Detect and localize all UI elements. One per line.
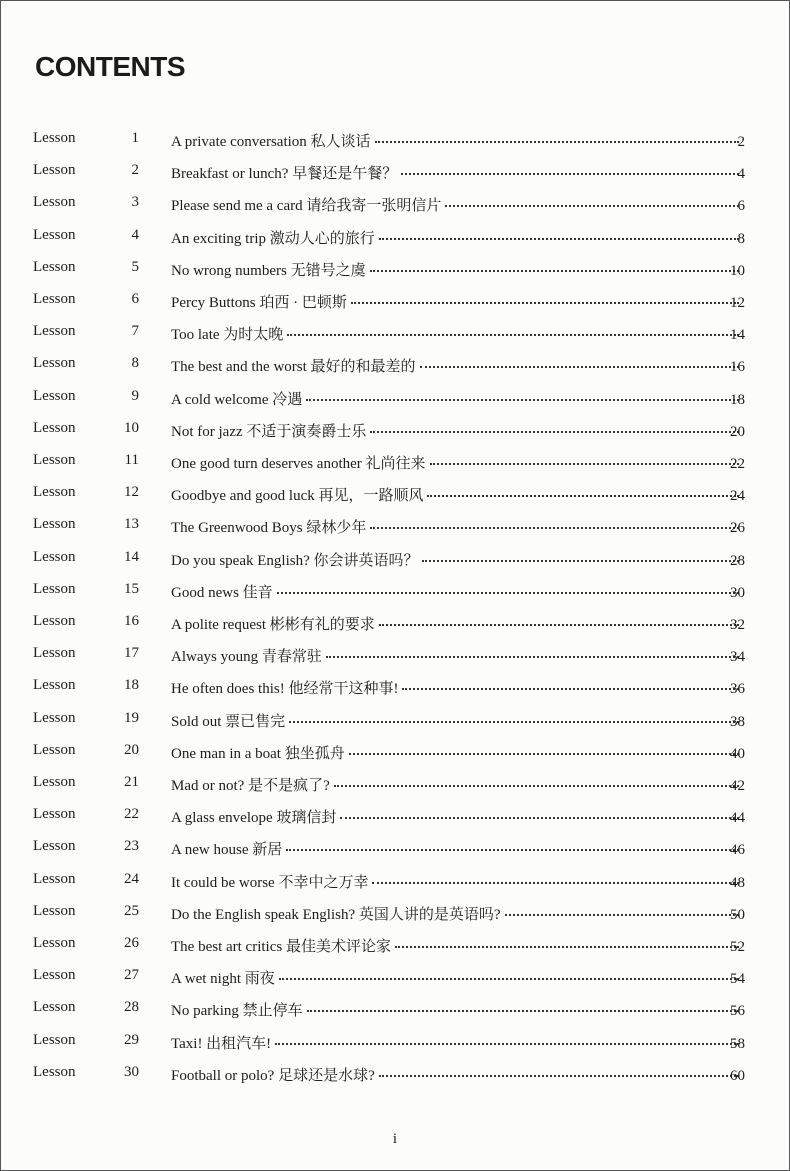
toc-row xyxy=(1,960,789,992)
lesson-page-number: 2 xyxy=(737,134,745,150)
lesson-title: Not for jazz 不适于演奏爵士乐 xyxy=(171,423,367,440)
lesson-entry xyxy=(171,645,743,666)
toc-row xyxy=(1,799,789,831)
dot-leader xyxy=(370,431,739,433)
lesson-page-number: 54 xyxy=(730,971,745,988)
lesson-entry xyxy=(171,774,743,795)
lesson-entry xyxy=(171,227,743,248)
lesson-page-number: 60 xyxy=(730,1067,745,1084)
lesson-label: Lesson xyxy=(33,999,76,1016)
lesson-label: Lesson xyxy=(33,709,76,726)
lesson-entry xyxy=(171,516,743,537)
lesson-number: 15 xyxy=(124,580,139,597)
dot-leader xyxy=(326,656,739,658)
lesson-page-number: 10 xyxy=(730,262,745,279)
lesson-entry xyxy=(171,838,743,859)
dot-leader xyxy=(307,1010,739,1012)
lesson-title: A polite request 彬彬有礼的要求 xyxy=(171,617,375,633)
lesson-entry xyxy=(171,935,743,956)
lesson-title: Football or polo? 足球还是水球? xyxy=(171,1067,375,1084)
lesson-label: Lesson xyxy=(33,677,76,694)
lesson-number: 18 xyxy=(124,677,139,694)
lesson-title: A glass envelope 玻璃信封 xyxy=(171,810,337,827)
lesson-title: The Greenwood Boys 绿林少年 xyxy=(171,520,367,537)
lesson-entry xyxy=(171,259,743,280)
lesson-number: 5 xyxy=(131,258,139,275)
toc-row xyxy=(1,638,789,670)
toc-row xyxy=(1,413,789,445)
dot-leader xyxy=(289,721,739,723)
lesson-entry xyxy=(171,967,743,988)
lesson-label: Lesson xyxy=(33,645,76,662)
lesson-number: 20 xyxy=(124,741,139,758)
page-title: CONTENTS xyxy=(35,51,185,82)
lesson-entry xyxy=(171,581,743,602)
toc-row xyxy=(1,992,789,1024)
lesson-number: 16 xyxy=(124,613,139,629)
lesson-number: 21 xyxy=(124,774,139,790)
lesson-number: 10 xyxy=(124,419,139,436)
toc-row xyxy=(1,606,789,638)
lesson-number: 11 xyxy=(124,452,139,468)
lesson-label: Lesson xyxy=(33,258,76,275)
toc-row xyxy=(1,574,789,606)
dot-leader xyxy=(505,914,739,916)
lesson-entry xyxy=(171,291,743,312)
lesson-title: Sold out 票已售完 xyxy=(171,713,286,730)
page-number-footer: i xyxy=(392,1131,398,1147)
toc-row xyxy=(1,477,789,509)
lesson-number: 3 xyxy=(131,194,139,211)
lesson-title: He often does this! 他经常干这种事! xyxy=(171,681,399,698)
lesson-entry xyxy=(171,194,743,215)
dot-leader xyxy=(422,560,739,562)
lesson-title: An exciting trip 激动人心的旅行 xyxy=(171,230,375,247)
lesson-page-number: 14 xyxy=(730,327,745,344)
lesson-title: The best art critics 最佳美术评论家 xyxy=(171,939,391,955)
lesson-label: Lesson xyxy=(33,935,76,951)
lesson-title: One good turn deserves another 礼尚往来 xyxy=(171,456,426,472)
lesson-entry xyxy=(171,323,743,344)
toc-row xyxy=(1,767,789,799)
lesson-title: A cold welcome 冷遇 xyxy=(171,391,303,408)
lesson-title: It could be worse 不幸中之万幸 xyxy=(171,874,369,891)
lesson-page-number: 52 xyxy=(730,939,745,955)
lesson-label: Lesson xyxy=(33,291,76,307)
lesson-title: A private conversation 私人谈话 xyxy=(171,134,371,150)
lesson-entry xyxy=(171,742,743,763)
lesson-label: Lesson xyxy=(33,130,76,146)
lesson-page-number: 6 xyxy=(737,198,745,215)
toc-row xyxy=(1,928,789,960)
lesson-label: Lesson xyxy=(33,1063,76,1080)
lesson-entry xyxy=(171,1064,743,1085)
toc-row xyxy=(1,1057,789,1089)
toc-row xyxy=(1,542,789,574)
dot-leader xyxy=(306,399,739,401)
dot-leader xyxy=(375,141,739,143)
lesson-label: Lesson xyxy=(33,613,76,629)
lesson-title: Goodbye and good luck 再见，一路顺风 xyxy=(171,488,424,505)
lesson-title: Do the English speak English? 英国人讲的是英语吗? xyxy=(171,906,501,923)
lesson-label: Lesson xyxy=(33,838,76,855)
lesson-title: Breakfast or lunch? 早餐还是午餐？ xyxy=(171,166,398,183)
lesson-page-number: 4 xyxy=(737,166,745,183)
lesson-number: 12 xyxy=(124,484,139,501)
lesson-title: Please send me a card 请给我寄一张明信片 xyxy=(171,198,442,215)
lesson-label: Lesson xyxy=(33,162,76,179)
toc-row xyxy=(1,1025,789,1057)
lesson-number: 19 xyxy=(124,709,139,726)
lesson-number: 26 xyxy=(124,935,139,951)
dot-leader xyxy=(427,495,739,497)
lesson-title: Always young 青春常驻 xyxy=(171,649,322,666)
toc-row xyxy=(1,445,789,477)
toc-row xyxy=(1,252,789,284)
lesson-page-number: 36 xyxy=(730,681,745,698)
lesson-number: 17 xyxy=(124,645,139,662)
dot-leader xyxy=(402,688,739,690)
dot-leader xyxy=(351,302,739,304)
lesson-page-number: 46 xyxy=(730,842,745,859)
lesson-number: 7 xyxy=(131,323,139,340)
lesson-title: A new house 新居 xyxy=(171,842,283,859)
lesson-page-number: 28 xyxy=(730,552,745,569)
lesson-label: Lesson xyxy=(33,902,76,919)
lesson-label: Lesson xyxy=(33,484,76,501)
lesson-label: Lesson xyxy=(33,387,76,404)
lesson-entry xyxy=(171,549,743,570)
lesson-entry xyxy=(171,388,743,409)
lesson-page-number: 34 xyxy=(730,649,745,666)
lesson-number: 29 xyxy=(124,1031,139,1048)
lesson-entry xyxy=(171,677,743,698)
lesson-page-number: 18 xyxy=(730,391,745,408)
lesson-title: Percy Buttons 珀西 · 巴顿斯 xyxy=(171,295,347,311)
lesson-page-number: 38 xyxy=(730,713,745,730)
toc-row xyxy=(1,220,789,252)
toc-row xyxy=(1,703,789,735)
dot-leader xyxy=(340,817,739,819)
lesson-entry xyxy=(171,999,743,1020)
dot-leader xyxy=(349,753,739,755)
toc-row xyxy=(1,123,789,155)
lesson-entry xyxy=(171,420,743,441)
lesson-entry xyxy=(171,162,743,183)
dot-leader xyxy=(420,366,739,368)
lesson-label: Lesson xyxy=(33,580,76,597)
lesson-label: Lesson xyxy=(33,806,76,823)
lesson-entry xyxy=(171,903,743,924)
dot-leader xyxy=(370,527,739,529)
lesson-title: Taxi! 出租汽车! xyxy=(171,1035,272,1052)
lesson-number: 14 xyxy=(124,548,139,565)
lesson-label: Lesson xyxy=(33,355,76,372)
lesson-number: 23 xyxy=(124,838,139,855)
lesson-number: 22 xyxy=(124,806,139,823)
lesson-label: Lesson xyxy=(33,1031,76,1048)
lesson-number: 13 xyxy=(124,516,139,533)
lesson-number: 30 xyxy=(124,1063,139,1080)
lesson-page-number: 30 xyxy=(730,584,745,601)
dot-leader xyxy=(401,173,739,175)
toc-row xyxy=(1,509,789,541)
lesson-title: Do you speak English? 你会讲英语吗？ xyxy=(171,552,419,569)
lesson-title: Good news 佳音 xyxy=(171,584,273,601)
toc-row xyxy=(1,284,789,316)
dot-leader xyxy=(370,270,739,272)
lesson-number: 27 xyxy=(124,967,139,984)
lesson-number: 6 xyxy=(131,291,139,307)
lesson-page-number: 58 xyxy=(730,1035,745,1052)
lesson-page-number: 22 xyxy=(730,456,745,472)
lesson-title: A wet night 雨夜 xyxy=(171,971,275,988)
toc-row xyxy=(1,155,789,187)
lesson-label: Lesson xyxy=(33,774,76,790)
lesson-page-number: 16 xyxy=(730,359,745,376)
lesson-title: No parking 禁止停车 xyxy=(171,1003,303,1020)
dot-leader xyxy=(379,238,739,240)
lesson-page-number: 56 xyxy=(730,1003,745,1020)
lesson-title: No wrong numbers 无错号之虞 xyxy=(171,262,366,279)
lesson-label: Lesson xyxy=(33,516,76,533)
toc-row xyxy=(1,735,789,767)
lesson-label: Lesson xyxy=(33,323,76,340)
dot-leader xyxy=(372,882,739,884)
lesson-page-number: 40 xyxy=(730,745,745,762)
dot-leader xyxy=(379,1075,739,1077)
dot-leader xyxy=(275,1043,739,1045)
dot-leader xyxy=(286,849,739,851)
dot-leader xyxy=(334,785,739,787)
lesson-entry xyxy=(171,871,743,892)
dot-leader xyxy=(395,946,739,948)
lesson-page-number: 48 xyxy=(730,874,745,891)
lesson-page-number: 26 xyxy=(730,520,745,537)
lesson-page-number: 32 xyxy=(730,617,745,633)
lesson-entry xyxy=(171,806,743,827)
lesson-number: 4 xyxy=(131,226,139,243)
lesson-label: Lesson xyxy=(33,967,76,984)
lesson-entry xyxy=(171,130,743,151)
toc-row xyxy=(1,670,789,702)
toc-row xyxy=(1,864,789,896)
toc-row xyxy=(1,831,789,863)
lesson-entry xyxy=(171,484,743,505)
lesson-number: 8 xyxy=(131,355,139,372)
lesson-page-number: 8 xyxy=(737,230,745,247)
lesson-title: One man in a boat 独坐孤舟 xyxy=(171,745,345,762)
lesson-page-number: 42 xyxy=(730,778,745,794)
lesson-page-number: 24 xyxy=(730,488,745,505)
lesson-label: Lesson xyxy=(33,870,76,887)
lesson-title: Mad or not? 是不是疯了? xyxy=(171,778,330,794)
lesson-entry xyxy=(171,452,743,473)
dot-leader xyxy=(430,463,739,465)
lesson-page-number: 44 xyxy=(730,810,745,827)
lesson-page-number: 20 xyxy=(730,423,745,440)
lesson-entry xyxy=(171,355,743,376)
toc-row xyxy=(1,348,789,380)
dot-leader xyxy=(445,205,739,207)
lesson-label: Lesson xyxy=(33,194,76,211)
lesson-page-number: 12 xyxy=(730,295,745,311)
lesson-title: Too late 为时太晚 xyxy=(171,327,284,344)
lesson-label: Lesson xyxy=(33,741,76,758)
lesson-entry xyxy=(171,1032,743,1053)
dot-leader xyxy=(379,624,739,626)
dot-leader xyxy=(287,334,739,336)
lesson-number: 9 xyxy=(131,387,139,404)
toc-row xyxy=(1,316,789,348)
lesson-number: 28 xyxy=(124,999,139,1016)
toc-row xyxy=(1,187,789,219)
lesson-title: The best and the worst 最好的和最差的 xyxy=(171,359,416,376)
toc-row xyxy=(1,381,789,413)
lesson-entry xyxy=(171,613,743,634)
toc-row xyxy=(1,896,789,928)
lesson-number: 24 xyxy=(124,870,139,887)
lesson-number: 25 xyxy=(124,902,139,919)
lesson-page-number: 50 xyxy=(730,906,745,923)
lesson-label: Lesson xyxy=(33,548,76,565)
lesson-label: Lesson xyxy=(33,452,76,468)
lesson-label: Lesson xyxy=(33,419,76,436)
lesson-entry xyxy=(171,710,743,731)
lesson-number: 1 xyxy=(131,130,139,146)
lesson-number: 2 xyxy=(131,162,139,179)
lesson-label: Lesson xyxy=(33,226,76,243)
dot-leader xyxy=(279,978,739,980)
dot-leader xyxy=(277,592,739,594)
